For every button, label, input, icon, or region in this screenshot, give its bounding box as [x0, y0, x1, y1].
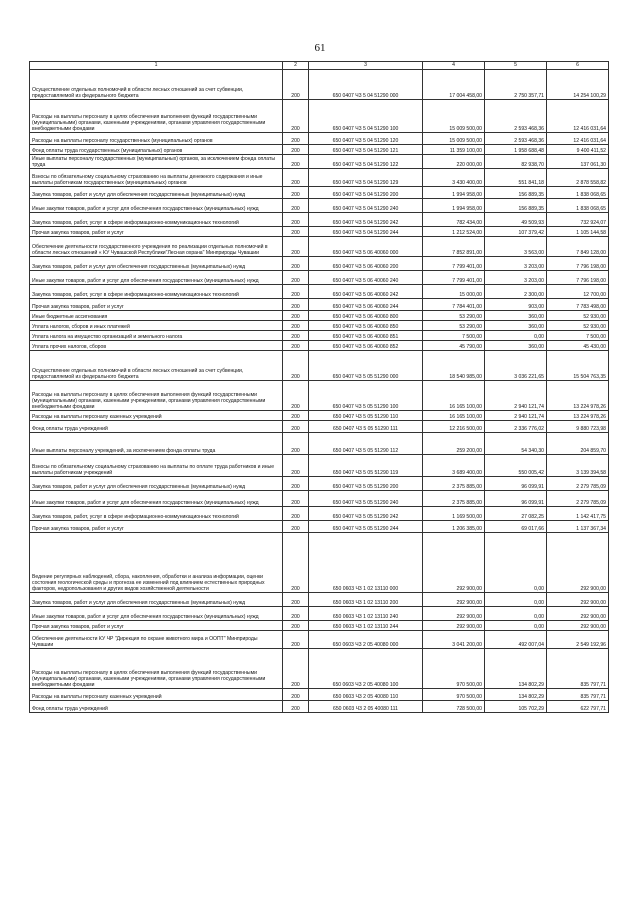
- table-row: [30, 213, 609, 227]
- row-description: Расходы на выплаты персоналу в целях обеспечения выполнения функций государственными (муниципальными) органами, казенными учреждениями, органами управления государственными внебюджетными фондами: [30, 100, 283, 133]
- executed-amount: 360,00: [485, 341, 547, 351]
- line-code: 200: [283, 213, 309, 227]
- row-description: Уплата прочих налогов, сборов: [30, 341, 283, 351]
- row-description: Уплата налогов, сборов и иных платежей: [30, 321, 283, 331]
- unexecuted-amount: 1 142 417,75: [547, 507, 609, 521]
- column-header: 2: [283, 62, 309, 70]
- unexecuted-amount: 732 924,07: [547, 213, 609, 227]
- budget-code: 650 0407 Ч3 5 04 51290 129: [309, 169, 423, 187]
- table-row: [30, 311, 609, 321]
- executed-amount: 49 509,93: [485, 213, 547, 227]
- line-code: 200: [283, 271, 309, 285]
- approved-amount: 292 900,00: [423, 533, 485, 593]
- unexecuted-amount: 1 137 367,34: [547, 521, 609, 533]
- approved-amount: 7 784 401,00: [423, 299, 485, 311]
- line-code: 200: [283, 299, 309, 311]
- unexecuted-amount: 3 139 394,58: [547, 455, 609, 477]
- line-code: 200: [283, 701, 309, 713]
- budget-code: 650 0407 Ч3 5 05 51290 110: [309, 411, 423, 421]
- table-row: [30, 331, 609, 341]
- table-row: [30, 701, 609, 713]
- table-row: [30, 631, 609, 649]
- executed-amount: 0,00: [485, 331, 547, 341]
- table-row: [30, 100, 609, 133]
- budget-code: 650 0407 Ч3 5 06 40060 852: [309, 341, 423, 351]
- budget-code: 650 0407 Ч3 5 06 40060 240: [309, 271, 423, 285]
- budget-code: 650 0603 Ч3 1 02 13110 200: [309, 593, 423, 607]
- approved-amount: 15 009 500,00: [423, 133, 485, 145]
- row-description: Закупка товаров, работ, услуг в сфере информационно-коммуникационных технологий: [30, 285, 283, 299]
- line-code: 200: [283, 227, 309, 237]
- budget-code: 650 0407 Ч3 5 06 40060 851: [309, 331, 423, 341]
- budget-code: 650 0407 Ч3 5 04 51290 122: [309, 155, 423, 169]
- row-description: Расходы на выплаты персоналу государственных (муниципальных) органов: [30, 133, 283, 145]
- row-description: Закупка товаров, работ, услуг в сфере информационно-коммуникационных технологий: [30, 507, 283, 521]
- budget-code: 650 0407 Ч3 5 05 51290 244: [309, 521, 423, 533]
- row-description: Расходы на выплаты персоналу казенных учреждений: [30, 411, 283, 421]
- unexecuted-amount: 7 796 198,00: [547, 271, 609, 285]
- row-description: Иные закупки товаров, работ и услуг для обеспечения государственных (муниципальных) нужд: [30, 491, 283, 507]
- line-code: 200: [283, 689, 309, 701]
- approved-amount: 970 500,00: [423, 649, 485, 689]
- line-code: 200: [283, 237, 309, 257]
- table-row: [30, 507, 609, 521]
- executed-amount: 3 203,00: [485, 257, 547, 271]
- budget-code: 650 0407 Ч3 5 06 40060 242: [309, 285, 423, 299]
- table-row: [30, 285, 609, 299]
- row-description: Прочая закупка товаров, работ и услуг: [30, 521, 283, 533]
- unexecuted-amount: 622 797,71: [547, 701, 609, 713]
- approved-amount: 17 004 458,00: [423, 70, 485, 100]
- executed-amount: 360,00: [485, 321, 547, 331]
- row-description: Обеспечение деятельности государственного учреждения по реализации отдельных полномочий в области лесных отношений « КУ Чувашской Республики"Лесная охрана" Минприроды Чувашии: [30, 237, 283, 257]
- approved-amount: 220 000,00: [423, 155, 485, 169]
- budget-code: 650 0407 Ч3 5 05 51290 240: [309, 491, 423, 507]
- line-code: 200: [283, 411, 309, 421]
- table-row: [30, 341, 609, 351]
- approved-amount: 3 689 400,00: [423, 455, 485, 477]
- approved-amount: 53 290,00: [423, 311, 485, 321]
- budget-code: 650 0603 Ч3 1 02 13110 000: [309, 533, 423, 593]
- executed-amount: 3 203,00: [485, 271, 547, 285]
- table-row: [30, 299, 609, 311]
- table-row: [30, 689, 609, 701]
- table-row: [30, 433, 609, 455]
- table-row: [30, 421, 609, 433]
- line-code: 200: [283, 285, 309, 299]
- executed-amount: 360,00: [485, 311, 547, 321]
- row-description: Иные выплаты персоналу государственных (муниципальных) органов, за исключением фонда оплаты труда: [30, 155, 283, 169]
- row-description: Прочая закупка товаров, работ и услуг: [30, 299, 283, 311]
- column-header: 5: [485, 62, 547, 70]
- unexecuted-amount: 9 880 723,98: [547, 421, 609, 433]
- table-row: [30, 621, 609, 631]
- executed-amount: 0,00: [485, 533, 547, 593]
- approved-amount: 3 430 400,00: [423, 169, 485, 187]
- page-number: 61: [314, 42, 326, 54]
- column-header: 6: [547, 62, 609, 70]
- table-row: [30, 411, 609, 421]
- table-row: [30, 455, 609, 477]
- executed-amount: 550 005,42: [485, 455, 547, 477]
- executed-amount: 2 300,00: [485, 285, 547, 299]
- approved-amount: 782 434,00: [423, 213, 485, 227]
- executed-amount: 2 593 468,36: [485, 100, 547, 133]
- budget-code: 650 0603 Ч3 2 05 40080 100: [309, 649, 423, 689]
- table-row: [30, 649, 609, 689]
- table-row: [30, 70, 609, 100]
- unexecuted-amount: 835 797,71: [547, 649, 609, 689]
- approved-amount: 15 009 500,00: [423, 100, 485, 133]
- unexecuted-amount: 1 838 068,65: [547, 199, 609, 213]
- approved-amount: 11 359 100,00: [423, 145, 485, 155]
- line-code: 200: [283, 331, 309, 341]
- row-description: Закупка товаров, работ и услуг для обеспечения государственных (муниципальных) нужд: [30, 593, 283, 607]
- column-header: 4: [423, 62, 485, 70]
- line-code: 200: [283, 507, 309, 521]
- executed-amount: 0,00: [485, 607, 547, 621]
- executed-amount: 107 379,42: [485, 227, 547, 237]
- line-code: 200: [283, 477, 309, 491]
- table-row: [30, 521, 609, 533]
- table-row: [30, 169, 609, 187]
- executed-amount: 2 593 468,36: [485, 133, 547, 145]
- executed-amount: 69 017,66: [485, 521, 547, 533]
- line-code: 200: [283, 187, 309, 199]
- table-row: [30, 593, 609, 607]
- budget-code: 650 0407 Ч3 5 04 51290 200: [309, 187, 423, 199]
- row-description: Фонд оплаты труда государственных (муниципальных) органов: [30, 145, 283, 155]
- approved-amount: 292 900,00: [423, 607, 485, 621]
- approved-amount: 7 799 401,00: [423, 271, 485, 285]
- line-code: 200: [283, 70, 309, 100]
- column-header: 3: [309, 62, 423, 70]
- approved-amount: 16 165 100,00: [423, 411, 485, 421]
- line-code: 200: [283, 491, 309, 507]
- approved-amount: 3 041 200,00: [423, 631, 485, 649]
- budget-code: 650 0407 Ч3 5 05 51290 111: [309, 421, 423, 433]
- row-description: Иные закупки товаров, работ и услуг для обеспечения государственных (муниципальных) нужд: [30, 607, 283, 621]
- approved-amount: 16 165 100,00: [423, 381, 485, 411]
- row-description: Иные выплаты персоналу учреждений, за исключением фонда оплаты труда: [30, 433, 283, 455]
- line-code: 200: [283, 621, 309, 631]
- budget-code: 650 0407 Ч3 5 06 40060 000: [309, 237, 423, 257]
- table-row: [30, 607, 609, 621]
- executed-amount: 82 938,70: [485, 155, 547, 169]
- table-header-row: [30, 62, 609, 70]
- unexecuted-amount: 12 700,00: [547, 285, 609, 299]
- budget-code: 650 0407 Ч3 5 04 51290 000: [309, 70, 423, 100]
- row-description: Осуществление отдельных полномочий в области лесных отношений за счет субвенции, предоставляемой из федерального бюджета: [30, 70, 283, 100]
- executed-amount: 105 702,29: [485, 701, 547, 713]
- executed-amount: 0,00: [485, 621, 547, 631]
- executed-amount: 492 007,04: [485, 631, 547, 649]
- unexecuted-amount: 14 254 100,29: [547, 70, 609, 100]
- budget-code: 650 0407 Ч3 5 04 51290 120: [309, 133, 423, 145]
- table-row: [30, 491, 609, 507]
- budget-code: 650 0407 Ч3 5 04 51290 240: [309, 199, 423, 213]
- line-code: 200: [283, 649, 309, 689]
- row-description: Уплата налога на имущество организаций и земельного налога: [30, 331, 283, 341]
- unexecuted-amount: 137 061,30: [547, 155, 609, 169]
- row-description: Фонд оплаты труда учреждений: [30, 421, 283, 433]
- unexecuted-amount: 52 930,00: [547, 311, 609, 321]
- approved-amount: 18 540 985,00: [423, 351, 485, 381]
- report-table: [29, 61, 609, 713]
- row-description: Расходы на выплаты персоналу в целях обеспечения выполнения функций государственными (муниципальными) органами, казенными учреждениями, органами управления государственными внебюджетными фондами: [30, 381, 283, 411]
- budget-code: 650 0407 Ч3 5 05 51290 000: [309, 351, 423, 381]
- table-row: [30, 145, 609, 155]
- table-row: [30, 133, 609, 145]
- approved-amount: 7 799 401,00: [423, 257, 485, 271]
- budget-code: 650 0407 Ч3 5 04 51290 242: [309, 213, 423, 227]
- unexecuted-amount: 45 430,00: [547, 341, 609, 351]
- budget-code: 650 0603 Ч3 1 02 13110 244: [309, 621, 423, 631]
- approved-amount: 1 169 500,00: [423, 507, 485, 521]
- executed-amount: 2 336 776,02: [485, 421, 547, 433]
- executed-amount: 3 036 221,65: [485, 351, 547, 381]
- executed-amount: 551 841,18: [485, 169, 547, 187]
- line-code: 200: [283, 341, 309, 351]
- line-code: 200: [283, 421, 309, 433]
- unexecuted-amount: 7 783 498,00: [547, 299, 609, 311]
- approved-amount: 2 375 885,00: [423, 477, 485, 491]
- approved-amount: 292 900,00: [423, 593, 485, 607]
- unexecuted-amount: 13 224 978,26: [547, 381, 609, 411]
- budget-code: 650 0407 Ч3 5 06 40060 850: [309, 321, 423, 331]
- budget-code: 650 0407 Ч3 5 05 51290 119: [309, 455, 423, 477]
- unexecuted-amount: 835 797,71: [547, 689, 609, 701]
- row-description: Фонд оплаты труда учреждений: [30, 701, 283, 713]
- line-code: 200: [283, 521, 309, 533]
- unexecuted-amount: 292 900,00: [547, 621, 609, 631]
- executed-amount: 0,00: [485, 593, 547, 607]
- executed-amount: 96 099,91: [485, 477, 547, 491]
- unexecuted-amount: 2 279 785,09: [547, 491, 609, 507]
- approved-amount: 7 852 891,00: [423, 237, 485, 257]
- unexecuted-amount: 1 838 068,65: [547, 187, 609, 199]
- approved-amount: 1 994 958,00: [423, 187, 485, 199]
- table-row: [30, 477, 609, 491]
- table-row: [30, 533, 609, 593]
- budget-code: 650 0407 Ч3 5 04 51290 244: [309, 227, 423, 237]
- executed-amount: 3 563,00: [485, 237, 547, 257]
- budget-code: 650 0407 Ч3 5 04 51290 100: [309, 100, 423, 133]
- line-code: 200: [283, 381, 309, 411]
- row-description: Закупка товаров, работ и услуг для обеспечения государственных (муниципальных) нужд: [30, 187, 283, 199]
- row-description: Иные закупки товаров, работ и услуг для обеспечения государственных (муниципальных) нужд: [30, 199, 283, 213]
- unexecuted-amount: 292 900,00: [547, 607, 609, 621]
- line-code: 200: [283, 155, 309, 169]
- approved-amount: 259 200,00: [423, 433, 485, 455]
- unexecuted-amount: 204 859,70: [547, 433, 609, 455]
- unexecuted-amount: 292 900,00: [547, 533, 609, 593]
- approved-amount: 1 212 524,00: [423, 227, 485, 237]
- unexecuted-amount: 52 930,00: [547, 321, 609, 331]
- unexecuted-amount: 1 105 144,58: [547, 227, 609, 237]
- row-description: Иные бюджетные ассигнования: [30, 311, 283, 321]
- line-code: 200: [283, 100, 309, 133]
- row-description: Взносы по обязательному социальному страхованию на выплаты по оплате труда работников и иные выплаты работникам учреждений: [30, 455, 283, 477]
- line-code: 200: [283, 199, 309, 213]
- executed-amount: 134 802,29: [485, 649, 547, 689]
- budget-code: 650 0407 Ч3 5 06 40060 200: [309, 257, 423, 271]
- table-row: [30, 381, 609, 411]
- budget-code: 650 0603 Ч3 2 05 40080 110: [309, 689, 423, 701]
- line-code: 200: [283, 351, 309, 381]
- budget-code: 650 0603 Ч3 2 05 40080 111: [309, 701, 423, 713]
- line-code: 200: [283, 433, 309, 455]
- executed-amount: 96 099,91: [485, 491, 547, 507]
- executed-amount: 2 940 121,74: [485, 381, 547, 411]
- line-code: 200: [283, 311, 309, 321]
- row-description: Расходы на выплаты персоналу казенных учреждений: [30, 689, 283, 701]
- executed-amount: 54 340,30: [485, 433, 547, 455]
- line-code: 200: [283, 631, 309, 649]
- line-code: 200: [283, 169, 309, 187]
- table-body: [30, 70, 609, 713]
- row-description: Прочая закупка товаров, работ и услуг: [30, 621, 283, 631]
- line-code: 200: [283, 593, 309, 607]
- table-row: [30, 227, 609, 237]
- line-code: 200: [283, 607, 309, 621]
- row-description: Иные закупки товаров, работ и услуг для обеспечения государственных (муниципальных) нужд: [30, 271, 283, 285]
- approved-amount: 292 900,00: [423, 621, 485, 631]
- unexecuted-amount: 15 504 763,35: [547, 351, 609, 381]
- row-description: Взносы по обязательному социальному страхованию на выплаты денежного содержания и иные выплаты работникам государственных (муниципальных) органов: [30, 169, 283, 187]
- executed-amount: 2 750 357,71: [485, 70, 547, 100]
- budget-code: 650 0407 Ч3 5 06 40060 244: [309, 299, 423, 311]
- approved-amount: 53 290,00: [423, 321, 485, 331]
- table-row: [30, 155, 609, 169]
- unexecuted-amount: 2 549 192,96: [547, 631, 609, 649]
- approved-amount: 1 994 958,00: [423, 199, 485, 213]
- table-row: [30, 187, 609, 199]
- approved-amount: 45 790,00: [423, 341, 485, 351]
- unexecuted-amount: 292 900,00: [547, 593, 609, 607]
- unexecuted-amount: 7 796 198,00: [547, 257, 609, 271]
- budget-code: 650 0407 Ч3 5 05 51290 100: [309, 381, 423, 411]
- approved-amount: 728 500,00: [423, 701, 485, 713]
- budget-code: 650 0603 Ч3 1 02 13110 240: [309, 607, 423, 621]
- approved-amount: 1 206 385,00: [423, 521, 485, 533]
- line-code: 200: [283, 321, 309, 331]
- approved-amount: 970 500,00: [423, 689, 485, 701]
- column-header: 1: [30, 62, 283, 70]
- table-row: [30, 271, 609, 285]
- line-code: 200: [283, 145, 309, 155]
- budget-code: 650 0603 Ч3 2 05 40080 000: [309, 631, 423, 649]
- approved-amount: 15 000,00: [423, 285, 485, 299]
- executed-amount: 156 889,35: [485, 199, 547, 213]
- executed-amount: 156 889,35: [485, 187, 547, 199]
- row-description: Обеспечение деятельности КУ ЧР "Дирекция по охране животного мира и ООПТ" Минприроды Чувашии: [30, 631, 283, 649]
- unexecuted-amount: 2 279 785,09: [547, 477, 609, 491]
- row-description: Прочая закупка товаров, работ и услуг: [30, 227, 283, 237]
- unexecuted-amount: 12 416 031,64: [547, 133, 609, 145]
- approved-amount: 7 500,00: [423, 331, 485, 341]
- row-description: Расходы на выплаты персоналу в целях обеспечения выполнения функций государственными (муниципальными) органами, казенными учреждениями, органами управления государственными внебюджетными фондами: [30, 649, 283, 689]
- table-row: [30, 351, 609, 381]
- budget-code: 650 0407 Ч3 5 05 51290 112: [309, 433, 423, 455]
- executed-amount: 1 958 688,48: [485, 145, 547, 155]
- approved-amount: 2 375 885,00: [423, 491, 485, 507]
- row-description: Закупка товаров, работ, услуг в сфере информационно-коммуникационных технологий: [30, 213, 283, 227]
- unexecuted-amount: 2 878 558,82: [547, 169, 609, 187]
- unexecuted-amount: 13 224 978,26: [547, 411, 609, 421]
- unexecuted-amount: 9 400 411,52: [547, 145, 609, 155]
- executed-amount: 903,00: [485, 299, 547, 311]
- table-row: [30, 257, 609, 271]
- budget-code: 650 0407 Ч3 5 05 51290 200: [309, 477, 423, 491]
- table-row: [30, 199, 609, 213]
- row-description: Закупка товаров, работ и услуг для обеспечения государственных (муниципальных) нужд: [30, 257, 283, 271]
- line-code: 200: [283, 257, 309, 271]
- executed-amount: 134 802,29: [485, 689, 547, 701]
- row-description: Ведение регулярных наблюдений, сбора, накопления, обработки и анализа информации, оценки состояния геологической среды и прогноза ее изменений под влиянием естественных природных факторов, недропользования и других видов хозяйственной деятельности: [30, 533, 283, 593]
- unexecuted-amount: 7 849 128,00: [547, 237, 609, 257]
- unexecuted-amount: 7 500,00: [547, 331, 609, 341]
- line-code: 200: [283, 133, 309, 145]
- budget-code: 650 0407 Ч3 5 04 51290 121: [309, 145, 423, 155]
- unexecuted-amount: 12 416 031,64: [547, 100, 609, 133]
- line-code: 200: [283, 455, 309, 477]
- table-row: [30, 321, 609, 331]
- executed-amount: 27 082,25: [485, 507, 547, 521]
- row-description: Закупка товаров, работ и услуг для обеспечения государственных (муниципальных) нужд: [30, 477, 283, 491]
- line-code: 200: [283, 533, 309, 593]
- executed-amount: 2 940 121,74: [485, 411, 547, 421]
- budget-code: 650 0407 Ч3 5 05 51290 242: [309, 507, 423, 521]
- approved-amount: 12 216 500,00: [423, 421, 485, 433]
- budget-code: 650 0407 Ч3 5 06 40060 800: [309, 311, 423, 321]
- row-description: Осуществление отдельных полномочий в области лесных отношений за счет субвенции, предоставляемой из федерального бюджета: [30, 351, 283, 381]
- table-row: [30, 237, 609, 257]
